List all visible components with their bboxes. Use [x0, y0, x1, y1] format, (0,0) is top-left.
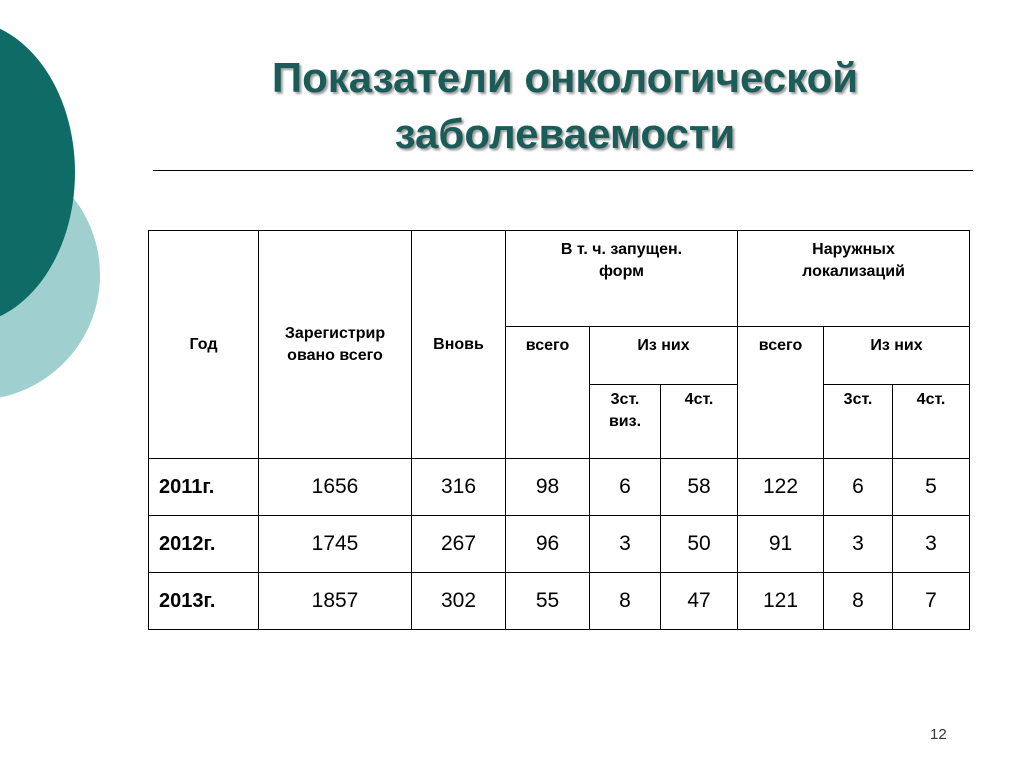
cell-new: 316 [412, 459, 506, 516]
cell-new: 302 [412, 573, 506, 630]
header-advanced-stage4: 4ст. [661, 385, 738, 459]
cell-year: 2013г. [149, 573, 259, 630]
table-row [149, 573, 970, 630]
cell-advanced-total: 96 [506, 516, 590, 573]
cell-advanced-stage4: 50 [661, 516, 738, 573]
slide-title [200, 50, 930, 162]
slide-title-line-1: Показатели онкологической [271, 54, 859, 101]
cell-advanced-total: 98 [506, 459, 590, 516]
title-divider [153, 170, 973, 171]
header-external-stage3: 3ст. [824, 385, 893, 459]
header-external-line-1: Наружных [812, 241, 895, 258]
header-advanced-stage3-line-1: 3ст. [610, 391, 640, 408]
page-number: 12 [930, 726, 947, 743]
header-year: Год [149, 231, 259, 459]
cell-registered: 1745 [259, 516, 412, 573]
table-row [149, 516, 970, 573]
header-row-1 [149, 231, 970, 327]
cell-advanced-stage3: 6 [590, 459, 661, 516]
cell-external-total: 122 [738, 459, 824, 516]
cell-external-total: 91 [738, 516, 824, 573]
header-registered [259, 231, 412, 459]
cell-advanced-stage4: 47 [661, 573, 738, 630]
cell-year: 2012г. [149, 516, 259, 573]
header-advanced-of-them: Из них [590, 327, 738, 385]
header-external-total: всего [738, 327, 824, 459]
cell-registered: 1857 [259, 573, 412, 630]
header-advanced-total: всего [506, 327, 590, 459]
cell-advanced-stage3: 3 [590, 516, 661, 573]
header-new: Вновь [412, 231, 506, 459]
cell-registered: 1656 [259, 459, 412, 516]
cell-year: 2011г. [149, 459, 259, 516]
header-registered-line-1: Зарегистрир [284, 324, 386, 342]
table-row [149, 459, 970, 516]
cell-external-stage4: 5 [893, 459, 970, 516]
cell-advanced-total: 55 [506, 573, 590, 630]
header-advanced-line-2: форм [599, 263, 644, 280]
header-advanced-line-1: В т. ч. запущен. [560, 241, 683, 258]
header-advanced-forms [506, 231, 738, 327]
cell-external-stage3: 6 [824, 459, 893, 516]
cell-advanced-stage3: 8 [590, 573, 661, 630]
cell-new: 267 [412, 516, 506, 573]
slide-title-line-2: заболеваемости [394, 110, 736, 157]
cell-external-total: 121 [738, 573, 824, 630]
header-external-line-2: локализаций [802, 263, 905, 280]
header-advanced-stage3-visual [590, 385, 661, 459]
header-advanced-stage3-line-2: виз. [608, 413, 642, 430]
oncology-incidence-table [148, 230, 970, 630]
cell-external-stage4: 3 [893, 516, 970, 573]
header-external-localizations [738, 231, 970, 327]
cell-advanced-stage4: 58 [661, 459, 738, 516]
header-registered-line-2: овано всего [287, 346, 383, 364]
cell-external-stage3: 3 [824, 516, 893, 573]
header-external-of-them: Из них [824, 327, 970, 385]
cell-external-stage3: 8 [824, 573, 893, 630]
header-external-stage4: 4ст. [893, 385, 970, 459]
cell-external-stage4: 7 [893, 573, 970, 630]
